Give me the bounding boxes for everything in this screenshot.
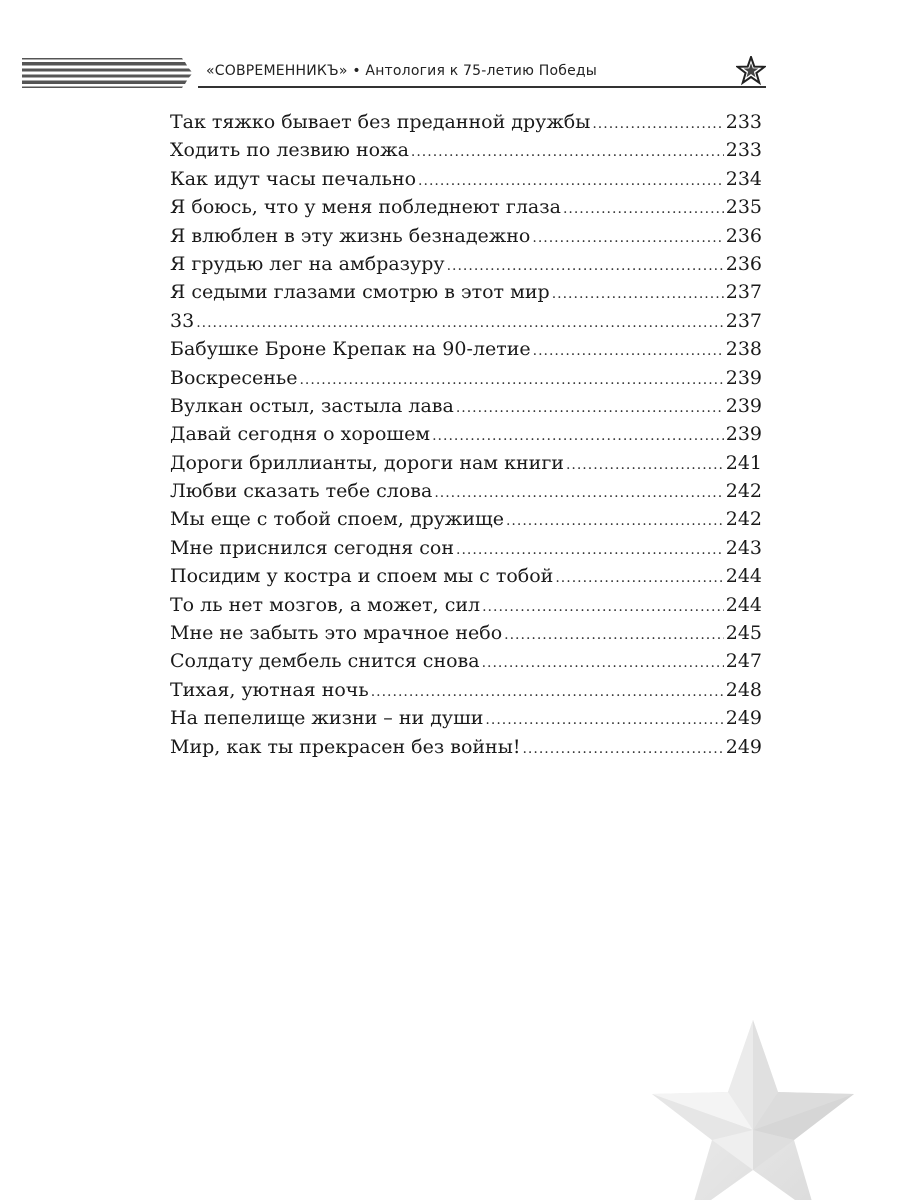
- toc-entry-page: 239: [725, 366, 762, 389]
- header-divider: [198, 86, 766, 88]
- toc-entry-title: Тихая, уютная ночь: [170, 678, 369, 701]
- toc-entry-title: Давай сегодня о хорошем: [170, 423, 431, 446]
- toc-entry-title: Мне приснился сегодня сон: [170, 536, 455, 559]
- toc-entry-page: 241: [725, 451, 762, 474]
- toc-dot-leader: [563, 195, 724, 221]
- toc-entry-title: Как идут часы печально: [170, 167, 417, 190]
- toc-entry: [170, 647, 762, 675]
- toc-entry: [170, 108, 762, 136]
- toc-entry-page: 244: [725, 593, 762, 616]
- toc-entry: [170, 449, 762, 477]
- toc-entry-page: 248: [725, 678, 762, 701]
- toc-entry: [170, 420, 762, 448]
- toc-dot-leader: [592, 110, 723, 136]
- toc-entry: [170, 591, 762, 619]
- toc-entry: [170, 278, 762, 306]
- toc-dot-leader: [432, 422, 724, 448]
- toc-dot-leader: [418, 167, 724, 193]
- toc-entry: [170, 505, 762, 533]
- toc-entry-page: 235: [725, 196, 762, 219]
- toc-entry-page: 245: [725, 622, 762, 645]
- toc-entry-title: Так тяжко бывает без преданной дружбы: [170, 111, 591, 133]
- star-icon: [736, 56, 766, 86]
- toc-dot-leader: [299, 366, 723, 392]
- toc-entry-title: Я боюсь, что у меня побледнеют глаза: [170, 196, 561, 219]
- watermark-star-icon: [648, 1020, 858, 1200]
- toc-entry-title: Воскресенье: [170, 366, 298, 389]
- toc-entry-page: 233: [725, 139, 762, 162]
- toc-entry-title: Мы еще с тобой споем, дружище: [170, 508, 504, 531]
- toc-entry-page: 238: [725, 338, 762, 361]
- toc-entry-title: Посидим у костра и споем мы с тобой: [170, 565, 554, 588]
- toc-entry: [170, 250, 762, 278]
- toc-entry-title: Я грудью лег на амбразуру: [170, 252, 445, 275]
- toc-entry: [170, 477, 762, 505]
- toc-dot-leader: [485, 706, 723, 732]
- toc-entry: [170, 193, 762, 221]
- toc-entry: [170, 136, 762, 164]
- toc-entry: [170, 534, 762, 562]
- toc-entry-page: 242: [725, 508, 762, 531]
- toc-entry-page: 239: [725, 394, 762, 417]
- toc-entry-page: 249: [725, 707, 762, 730]
- toc-entry-title: Бабушке Броне Крепак на 90-летие: [170, 338, 531, 361]
- running-header: [0, 0, 900, 100]
- toc-entry-page: 242: [725, 480, 762, 503]
- toc-dot-leader: [504, 621, 724, 647]
- toc-entry-page: 234: [725, 167, 762, 190]
- toc-entry-page: 236: [725, 224, 762, 247]
- toc-dot-leader: [456, 536, 724, 562]
- toc-dot-leader: [411, 138, 724, 164]
- toc-entry-title: Солдату дембель снится снова: [170, 650, 480, 673]
- st-george-ribbon-icon: [22, 57, 194, 89]
- toc-entry: [170, 222, 762, 250]
- toc-dot-leader: [566, 451, 724, 477]
- toc-entry-title: Мне не забыть это мрачное небо: [170, 622, 503, 645]
- toc-entry: [170, 619, 762, 647]
- toc-dot-leader: [533, 337, 724, 363]
- toc-dot-leader: [196, 309, 724, 335]
- toc-entry-page: 244: [725, 565, 762, 588]
- toc-entry: [170, 676, 762, 704]
- toc-dot-leader: [447, 252, 724, 278]
- toc-entry: [170, 704, 762, 732]
- toc-entry-title: Я влюблен в эту жизнь безнадежно: [170, 224, 531, 247]
- toc-entry-title: Вулкан остыл, застыла лава: [170, 394, 454, 417]
- toc-dot-leader: [482, 649, 724, 675]
- toc-entry-page: 243: [725, 536, 762, 559]
- toc-entry-title: 33: [170, 309, 195, 332]
- toc-entry: [170, 165, 762, 193]
- toc-entry: [170, 392, 762, 420]
- toc-entry-page: 249: [725, 735, 762, 758]
- toc-entry: [170, 307, 762, 335]
- toc-entry: [170, 733, 762, 761]
- toc-dot-leader: [532, 224, 723, 250]
- toc-dot-leader: [555, 564, 723, 590]
- toc-entry-page: 237: [725, 309, 762, 332]
- toc-entry-page: 233: [725, 111, 762, 133]
- toc-entry: [170, 364, 762, 392]
- toc-entry: [170, 562, 762, 590]
- toc-entry-title: Любви сказать тебе слова: [170, 480, 433, 503]
- toc-entry: [170, 335, 762, 363]
- table-of-contents: [170, 108, 762, 761]
- toc-dot-leader: [434, 479, 723, 505]
- toc-entry-page: 239: [725, 423, 762, 446]
- toc-entry-title: То ль нет мозгов, а может, сил: [170, 593, 481, 616]
- toc-dot-leader: [371, 678, 724, 704]
- toc-dot-leader: [482, 593, 724, 619]
- toc-dot-leader: [522, 735, 723, 761]
- header-title: «СОВРЕМЕННИКЪ» • Антология к 75-летию Победы: [206, 63, 598, 79]
- toc-entry-title: Дороги бриллианты, дороги нам книги: [170, 451, 564, 474]
- toc-entry-title: На пепелище жизни – ни души: [170, 707, 484, 730]
- toc-entry-page: 237: [725, 281, 762, 304]
- toc-dot-leader: [456, 394, 724, 420]
- toc-dot-leader: [552, 280, 724, 306]
- toc-entry-page: 247: [725, 650, 762, 673]
- toc-dot-leader: [506, 507, 724, 533]
- toc-entry-page: 236: [725, 252, 762, 275]
- toc-entry-title: Ходить по лезвию ножа: [170, 139, 409, 162]
- toc-entry-title: Мир, как ты прекрасен без войны!: [170, 735, 521, 758]
- toc-entry-title: Я седыми глазами смотрю в этот мир: [170, 281, 550, 304]
